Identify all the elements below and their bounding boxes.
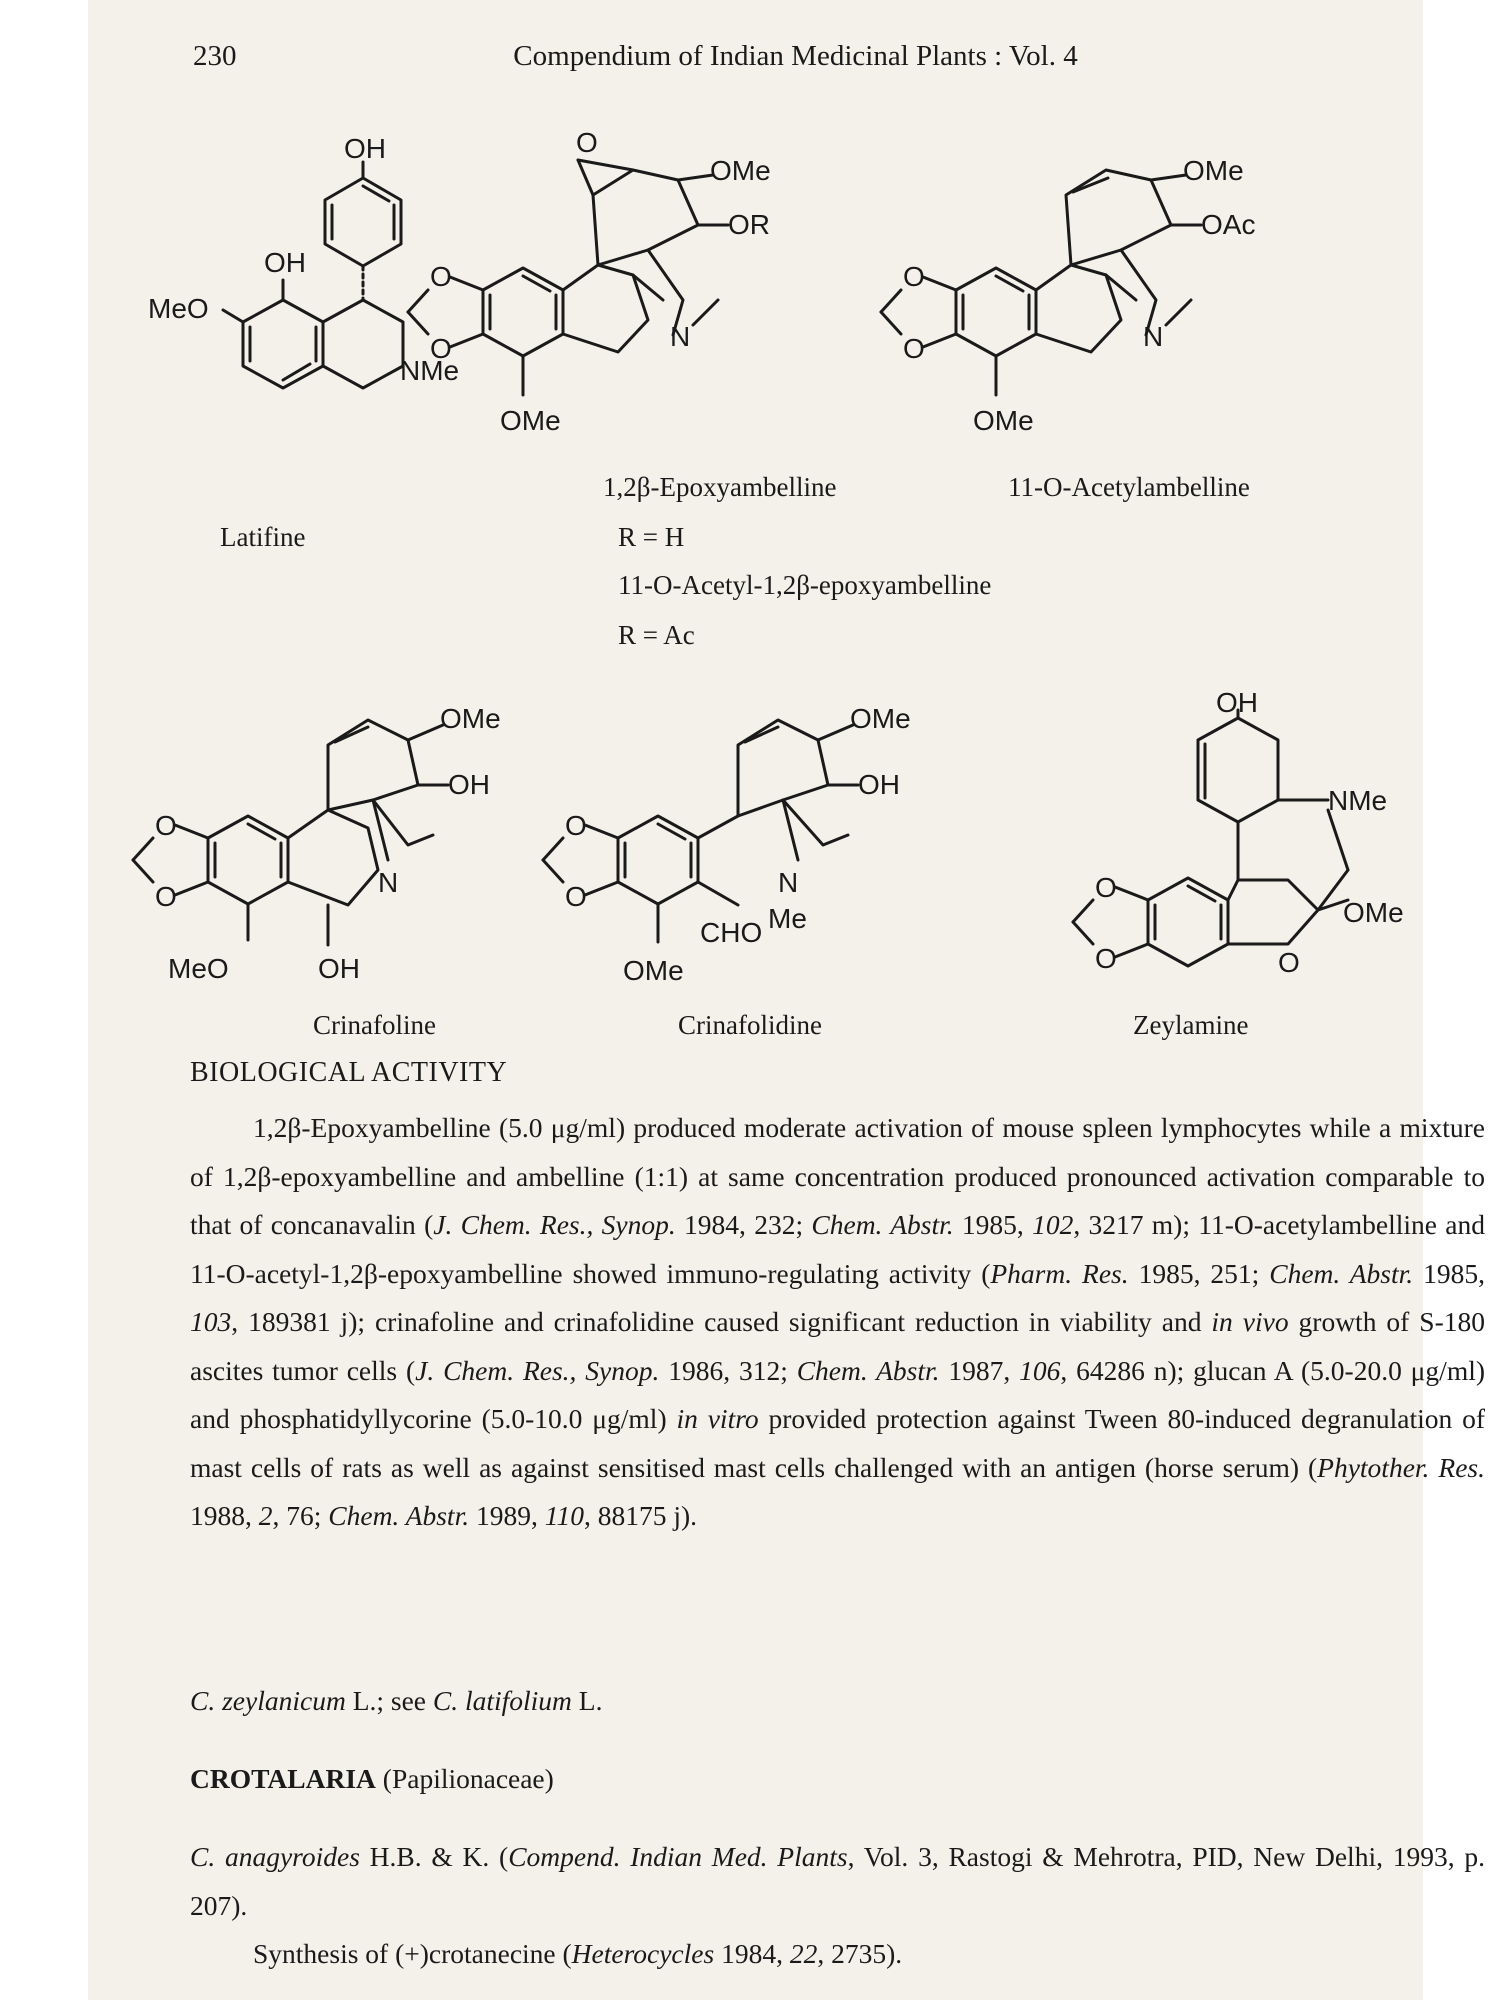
acetyl-epoxyambelline-label: 11-O-Acetyl-1,2β-epoxyambelline <box>618 570 992 600</box>
zeylamine-o-ring: O <box>1278 947 1300 978</box>
text-run: C. anagyroides <box>190 1841 360 1872</box>
text-run: H.B. & K. ( <box>359 1841 509 1872</box>
text-run: Chem. Abstr. <box>796 1354 940 1386</box>
crinafoline-label: Crinafoline <box>313 1010 436 1040</box>
paragraph-2 <box>190 1677 1485 1726</box>
epox-or: OR <box>728 209 770 240</box>
paragraph-4 <box>190 1833 1485 1930</box>
acetyl-n: N <box>1143 321 1164 352</box>
text-run: 1985, <box>1413 1257 1485 1289</box>
text-run: Synthesis of (+)crotanecine ( <box>253 1938 572 1969</box>
biological-activity-paragraph <box>190 1104 1485 1541</box>
text-run: 1986, 312; <box>659 1354 797 1386</box>
crinafolidine-cho: CHO <box>700 917 763 948</box>
acetylambelline-label: 11-O-Acetylambelline <box>1008 472 1250 502</box>
latifine-meo: MeO <box>148 293 209 324</box>
latifine-label: Latifine <box>220 522 306 552</box>
crinafolidine-label: Crinafolidine <box>678 1010 822 1040</box>
zeylamine-ome: OMe <box>1343 897 1404 928</box>
text-run: J. Chem. Res., Synop. <box>415 1354 660 1386</box>
crinafolidine-oh: OH <box>858 769 900 800</box>
text-run: in vitro <box>676 1403 759 1434</box>
text-run: , 189381 j); crinafoline and crinafolidine caused significant reduction in viability and <box>231 1306 1212 1337</box>
latifine-nme: NMe <box>400 355 460 386</box>
text-run: 1987, <box>939 1354 1020 1386</box>
latifine-oh-top: OH <box>344 133 386 164</box>
epox-ome-top: OMe <box>710 155 771 186</box>
crinafolidine-o2: O <box>565 881 587 912</box>
text-run: in vivo <box>1211 1306 1289 1337</box>
text-run: 1985, <box>953 1209 1033 1240</box>
text-run: L.; see <box>345 1685 433 1716</box>
text-run: 106 <box>1019 1354 1061 1386</box>
crinafoline-ome: OMe <box>440 703 501 734</box>
crinafolidine-o1: O <box>565 810 587 841</box>
text-run: Chem. Abstr. <box>328 1500 470 1531</box>
text-run: Compend. Indian Med. Plants <box>508 1841 848 1872</box>
epox-ome-bot: OMe <box>500 405 561 436</box>
epox-n: N <box>670 321 691 352</box>
text-run: 22 <box>789 1938 818 1969</box>
epoxyambelline-label: 1,2β-Epoxyambelline <box>603 472 837 502</box>
text-run: , 2735). <box>817 1938 903 1969</box>
crinafoline-oh-right: OH <box>448 769 490 800</box>
text-run: 1984, 232; <box>675 1209 812 1240</box>
epoxyambelline-r-h: R = H <box>618 522 685 552</box>
text-run: Chem. Abstr. <box>811 1209 954 1240</box>
page-number: 230 <box>193 40 237 72</box>
paragraph-5 <box>190 1930 1485 1979</box>
text-run: 1988, <box>190 1500 259 1531</box>
zeylamine-oh: OH <box>1216 687 1258 718</box>
running-title: Compendium of Indian Medicinal Plants : Vol. 4 <box>513 40 1078 72</box>
crotalaria-heading <box>190 1755 1485 1804</box>
section-heading-biological-activity: BIOLOGICAL ACTIVITY <box>190 1057 508 1088</box>
anagyroides-entry <box>190 1833 1485 1979</box>
text-run: C. latifolium <box>432 1685 572 1716</box>
text-run: provided protection against Tween 80-induced degranulation of mast cells of rats as well as against sensitised mast cells challenged with an antigen (horse serum) ( <box>190 1403 1486 1483</box>
crinafoline-o1: O <box>155 810 177 841</box>
text-run: L. <box>571 1685 603 1716</box>
zeylamine-label: Zeylamine <box>1133 1010 1249 1040</box>
text-run: , Vol. 3, Rastogi & Mehrotra, PID, New Delhi, 1993, p. 207). <box>190 1841 1485 1921</box>
text-run: J. Chem. Res., Synop. <box>433 1209 676 1240</box>
zeylamine-o1: O <box>1095 872 1117 903</box>
text-run: 1984, <box>714 1938 790 1969</box>
acetyl-ome-top: OMe <box>1183 155 1244 186</box>
text-run: (Papilionaceae) <box>375 1763 554 1794</box>
text-run: CROTALARIA <box>190 1763 376 1794</box>
crinafoline-o2: O <box>155 881 177 912</box>
zeylamine-structure <box>88 0 1423 1060</box>
text-run: Pharm. Res. <box>990 1257 1129 1289</box>
acetyl-o2: O <box>903 333 925 364</box>
text-run: 110 <box>544 1500 584 1531</box>
crinafoline-meo: MeO <box>168 953 229 984</box>
text-run: , 76; <box>272 1500 329 1531</box>
text-run: 1,2β-Epoxyambelline (5.0 μg/ml) produced moderate activation of mouse spleen lymphocytes while a mixture of 1,2β-epoxyambelline and ambelline (1:1) at same concentration produced pronounced activation comparable to that of concanavalin ( <box>190 1112 1485 1240</box>
text-run: Heterocycles <box>571 1938 715 1969</box>
text-run: , 64286 n); glucan A (5.0-20.0 μg/ml) and phosphatidyllycorine (5.0-10.0 μg/ml) <box>190 1354 1486 1434</box>
text-run: growth of S-180 ascites tumor cells ( <box>190 1306 1485 1386</box>
latifine-oh-left: OH <box>264 247 306 278</box>
page <box>88 0 1486 2000</box>
text-run: , 3217 m); 11-O-acetylambelline and 11-O-acetyl-1,2β-epoxyambelline showed immuno-regulating activity ( <box>190 1209 1485 1289</box>
text-run: 2 <box>258 1500 273 1531</box>
zeylanicum-entry <box>190 1677 1485 1726</box>
acetyl-o1: O <box>903 261 925 292</box>
text-run: 102 <box>1032 1209 1074 1240</box>
crinafolidine-n: N <box>778 867 799 898</box>
epoxyambelline-r-ac: R = Ac <box>618 620 695 650</box>
acetyl-ome-bot: OMe <box>973 405 1034 436</box>
text-run: Phytother. Res. <box>1317 1451 1485 1483</box>
zeylamine-nme: NMe <box>1328 785 1388 816</box>
crinafolidine-ome-bot: OMe <box>623 955 684 986</box>
crinafoline-oh-bot: OH <box>318 953 360 984</box>
acetyl-oac: OAc <box>1201 209 1256 240</box>
text-run: Chem. Abstr. <box>1269 1257 1414 1289</box>
text-run: C. zeylanicum <box>190 1685 346 1716</box>
epox-o-epox: O <box>576 127 598 158</box>
epox-o2: O <box>430 333 452 364</box>
epox-o1: O <box>430 261 452 292</box>
paragraph-3 <box>190 1755 1485 1804</box>
text-run: 1989, <box>469 1500 545 1531</box>
crinafolidine-ome-top: OMe <box>850 703 911 734</box>
text-run: , 88175 j). <box>583 1500 698 1531</box>
text-run: 103 <box>190 1306 232 1337</box>
paragraph-1 <box>190 1104 1485 1541</box>
text-run: 1985, 251; <box>1128 1257 1270 1289</box>
zeylamine-o2: O <box>1095 943 1117 974</box>
crinafolidine-me: Me <box>768 903 807 934</box>
crinafoline-n: N <box>378 867 399 898</box>
